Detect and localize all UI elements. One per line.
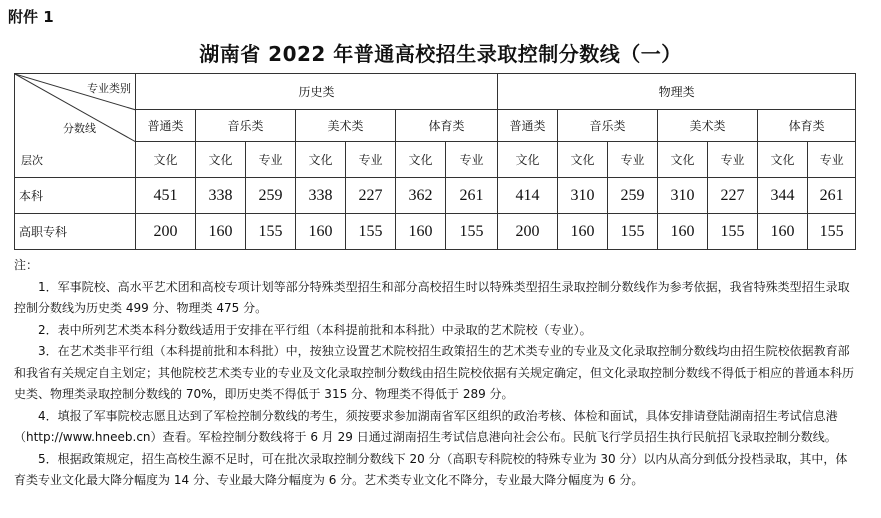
subject-culture: 文化 (658, 142, 708, 178)
score-cell: 155 (608, 214, 658, 250)
score-cell: 160 (558, 214, 608, 250)
score-cell: 310 (658, 178, 708, 214)
subject-culture: 文化 (498, 142, 558, 178)
score-cell: 261 (446, 178, 498, 214)
history-header: 历史类 (136, 74, 498, 110)
note-item-5: 5．根据政策规定，招生高校生源不足时，可在批次录取控制分数线下 20 分（高职专科院校的特殊专业为 30 分）以内从高分到低分投档录取，其中，体育类专业文化最大降分幅度为 14 分、专业最大降分幅度为 6 分。艺术类专业文化不降分，专业最大降分幅度为 6 分。 (14, 451, 848, 487)
header-row-category (15, 74, 856, 110)
subject-major: 专业 (808, 142, 856, 178)
note-item-4: 4．填报了军事院校志愿且达到了军检控制分数线的考生，须按要求参加湖南省军区组织的政治考核、体检和面试，具体安排请登陆湖南招生考试信息港（http://www.hneeb.cn）查看。军检控制分数线将于 6 月 29 日通过湖南招生考试信息港向社会公布。民航飞行学员招生执行民航招飞录取控制分数线。 (14, 408, 838, 444)
score-label: 分数线 (63, 122, 96, 135)
score-table (14, 73, 856, 250)
physics-group-sports: 体育类 (758, 110, 856, 142)
score-cell: 155 (708, 214, 758, 250)
subject-culture: 文化 (136, 142, 196, 178)
score-cell: 200 (498, 214, 558, 250)
physics-header: 物理类 (498, 74, 856, 110)
header-row-groups (15, 110, 856, 142)
note-item-2: 2．表中所列艺术类本科分数线适用于安排在平行组（本科提前批和本科批）中录取的艺术院校（专业）。 (38, 322, 592, 337)
subject-major: 专业 (608, 142, 658, 178)
level-cell: 高职专科 (15, 214, 136, 250)
subject-major: 专业 (708, 142, 758, 178)
score-cell: 160 (396, 214, 446, 250)
subject-culture: 文化 (396, 142, 446, 178)
table-row-undergraduate (15, 178, 856, 214)
subject-culture: 文化 (296, 142, 346, 178)
subject-major: 专业 (246, 142, 296, 178)
history-group-music: 音乐类 (196, 110, 296, 142)
subject-major: 专业 (346, 142, 396, 178)
score-cell: 310 (558, 178, 608, 214)
score-cell: 160 (658, 214, 708, 250)
score-cell: 338 (296, 178, 346, 214)
score-cell: 259 (246, 178, 296, 214)
level-cell: 本科 (15, 178, 136, 214)
history-group-art: 美术类 (296, 110, 396, 142)
document-title: 湖南省 2022 年普通高校招生录取控制分数线（一） (199, 42, 682, 66)
physics-group-art: 美术类 (658, 110, 758, 142)
physics-group-regular: 普通类 (498, 110, 558, 142)
score-cell: 362 (396, 178, 446, 214)
attachment-label: 附件 1 (8, 8, 54, 26)
subject-culture: 文化 (196, 142, 246, 178)
score-cell: 451 (136, 178, 196, 214)
header-row-subjects (15, 142, 856, 178)
score-cell: 227 (708, 178, 758, 214)
score-cell: 160 (196, 214, 246, 250)
note-item-3: 3．在艺术类非平行组（本科提前批和本科批）中，按独立设置艺术院校招生政策招生的艺术类专业的专业及文化录取控制分数线均由招生院校依据教育部和我省有关规定自主划定；其他院校艺术类专业的专业及文化录取控制分数线由招生院校依据有关规定确定，但文化录取控制分数线不得低于相应的普通本科历史类、物理类录取控制分数线的 70%，即历史类不得低于 315 分、物理类不得低于 289 分。 (14, 344, 855, 401)
score-cell: 259 (608, 178, 658, 214)
level-label: 层次 (21, 154, 43, 167)
history-group-regular: 普通类 (136, 110, 196, 142)
subject-major: 专业 (446, 142, 498, 178)
score-cell: 414 (498, 178, 558, 214)
score-cell: 155 (446, 214, 498, 250)
category-label: 专业类别 (87, 82, 131, 95)
score-cell: 227 (346, 178, 396, 214)
score-cell: 344 (758, 178, 808, 214)
score-cell: 155 (346, 214, 396, 250)
note-item-1: 1．军事院校、高水平艺术团和高校专项计划等部分特殊类型招生和部分高校招生时以特殊类型招生录取控制分数线作为参考依据，我省特殊类型招生录取控制分数线为历史类 499 分、物理类 475 分。 (14, 279, 850, 315)
physics-group-music: 音乐类 (558, 110, 658, 142)
score-cell: 160 (758, 214, 808, 250)
score-cell: 200 (136, 214, 196, 250)
subject-culture: 文化 (558, 142, 608, 178)
notes-section (14, 255, 859, 492)
score-cell: 155 (808, 214, 856, 250)
notes-label: 注： (14, 258, 39, 272)
subject-culture: 文化 (758, 142, 808, 178)
history-group-sports: 体育类 (396, 110, 498, 142)
diagonal-header-cell (15, 74, 136, 178)
score-cell: 338 (196, 178, 246, 214)
table-row-vocational (15, 214, 856, 250)
score-cell: 261 (808, 178, 856, 214)
score-cell: 160 (296, 214, 346, 250)
score-cell: 155 (246, 214, 296, 250)
